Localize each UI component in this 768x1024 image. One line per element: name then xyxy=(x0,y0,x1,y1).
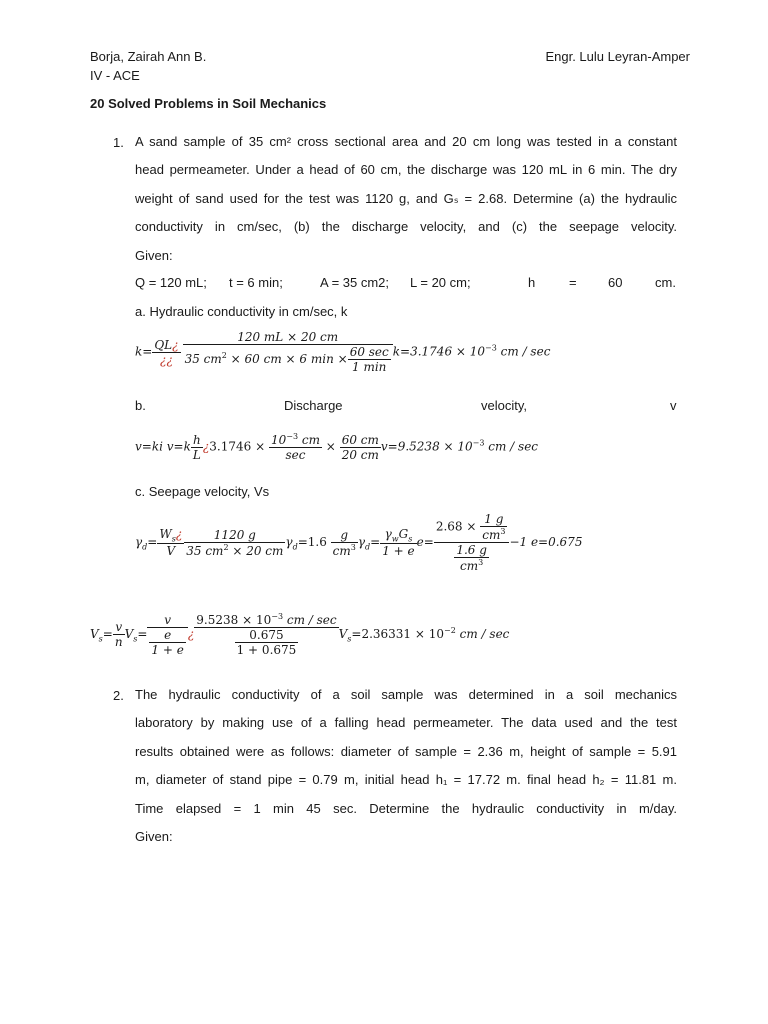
eq-c-one-e: 1 + e xyxy=(382,544,415,559)
eq-b-glyph: ¿ xyxy=(202,439,210,454)
eq-a-result: k=3.1746 × 10 xyxy=(392,344,486,359)
eq-vs-n1u: cm / sec xyxy=(283,613,337,627)
part-b-velocity: velocity, xyxy=(481,398,527,413)
part-b-letter: b. xyxy=(135,398,146,413)
problem-1-line: Given: xyxy=(135,247,173,263)
eq-vs-e: e xyxy=(164,627,172,642)
equation-seepage-velocity xyxy=(90,612,509,657)
eq-vs-exp: −3 xyxy=(271,612,284,621)
given-h: h xyxy=(528,275,536,290)
eq-b-exp: −3 xyxy=(472,438,485,448)
equation-discharge-velocity xyxy=(135,432,538,462)
equation-hydraulic-conductivity: k= $\frac{QL¿}{¿¿}$ 120 mL × 20 cm 35 $cm^2 \times 60$ cm × 6 min × $\frac{60 \sec}{1 \min}$ $k=3.1746 \times 10^{-3}$ cm / sec xyxy=(135,330,551,374)
eq-a-glyph: ¿ xyxy=(172,337,179,352)
eq-b-unit: cm / sec xyxy=(484,439,539,454)
eq-c-gamma: γ xyxy=(135,535,143,549)
problem-2-text xyxy=(135,681,677,851)
eq-a-lhs: k= xyxy=(135,344,153,359)
eq-c-gamma2: γ xyxy=(285,535,293,549)
given-q: Q = 120 mL; xyxy=(135,275,207,290)
eq-vs-result: =2.36331 × 10 xyxy=(351,627,445,641)
eq-vs-eq: = xyxy=(102,627,113,641)
eq-c-big-top-d: cm xyxy=(482,528,501,542)
eq-c-d1b: × 20 cm xyxy=(228,543,284,558)
eq-b-f1d: sec xyxy=(269,447,322,462)
eq-c-d1: 35 cm xyxy=(186,543,224,558)
eq-vs-onee: 1 + e xyxy=(151,642,184,657)
eq-vs-v: v xyxy=(164,612,172,627)
eq-b-result: v=9.5238 × 10 xyxy=(380,439,473,454)
eq-c-sub-s2: s xyxy=(408,534,413,544)
eq-b-val: 3.1746 × xyxy=(209,439,266,454)
author-name: Borja, Zairah Ann B. xyxy=(90,49,207,64)
problem-1-text xyxy=(135,128,677,270)
given-a: A = 35 cm2; xyxy=(320,275,390,290)
eq-vs-eq2: = xyxy=(137,627,148,641)
eq-c-g: g xyxy=(340,527,349,542)
eq-vs-sub-s2: s xyxy=(133,634,138,644)
eq-c-G: G xyxy=(398,526,409,541)
eq-vs-rexp: −2 xyxy=(444,626,456,635)
eq-a-inner-den: 1 min xyxy=(348,359,391,374)
problem-1-line: A sand sample of 35 cm² cross sectional area and 20 cm long was tested in a constant xyxy=(135,134,677,149)
eq-vs-glyph: ¿ xyxy=(187,627,195,641)
eq-vs-V2: V xyxy=(124,627,134,641)
eq-b-L: L xyxy=(192,447,201,462)
equation-void-ratio: $\gamma_d=$ $\frac{W_s¿}{V}$ $\frac{1120 g}{35 cm^2 \times 20 cm}$ $\gamma_d=1.6$ $\frac{g}{cm^3}$ $\gamma_d=$ $\frac{\gamma_wG_s}{1 + e}$ e= 2.68 × $\frac{1 g}{cm^3}$ $\frac{1.6 g}{cm^3}$ −1 e=0.675 xyxy=(135,512,583,573)
eq-b-times: × xyxy=(325,439,336,454)
eq-c-gamma3: γ xyxy=(357,535,366,549)
eq-a-exp: −3 xyxy=(485,343,497,353)
eq-b-f2n: 60 cm xyxy=(341,432,379,447)
given-l: L = 20 cm; xyxy=(410,275,471,290)
eq-c-big-top-n: 1 g xyxy=(484,512,504,526)
eq-c-eq2: = xyxy=(370,535,381,549)
eq-c-e-eq: e= xyxy=(416,535,434,549)
eq-c-glyph: ¿ xyxy=(175,526,183,541)
eq-c-sub-s: s xyxy=(171,534,176,544)
eq-c-n1: 1120 g xyxy=(213,527,256,542)
problem-1-line: weight of sand used for the test was 1120 g, and Gₛ = 2.68. Determine (a) the hydraulic xyxy=(135,190,677,206)
document-title: 20 Solved Problems in Soil Mechanics xyxy=(90,96,327,111)
eq-vs-n: n xyxy=(114,635,123,649)
problem-1-line: conductivity in cm/sec, (b) the discharge velocity, and (c) the seepage velocity. xyxy=(135,219,677,235)
eq-a-numerator: 120 mL × 20 cm xyxy=(237,330,339,344)
eq-vs-sub-s3: s xyxy=(347,634,352,644)
section-label: IV - ACE xyxy=(90,68,140,83)
part-c-label: c. Seepage velocity, Vs xyxy=(135,484,270,499)
eq-c-big-bot-n: 1.6 g xyxy=(456,543,487,557)
eq-c-r1: =1.6 xyxy=(297,535,327,549)
given-t: t = 6 min; xyxy=(229,275,283,290)
eq-vs-sub-s: s xyxy=(98,634,103,644)
eq-c-big-top1: 2.68 × xyxy=(435,519,477,534)
eq-vs-V3: V xyxy=(338,627,348,641)
eq-c-V: V xyxy=(157,543,184,558)
eq-vs-n1: 9.5238 × 10 xyxy=(196,613,272,627)
problem-2-line: The hydraulic conductivity of a soil sample was determined in a soil mechanics xyxy=(135,687,677,702)
eq-b-f1n2: cm xyxy=(298,433,320,447)
eq-vs-d2: 1 + 0.675 xyxy=(236,643,297,657)
eq-vs-V: V xyxy=(90,627,99,641)
eq-a-glyph2: ¿¿ xyxy=(152,352,180,367)
eq-vs-d1: 0.675 xyxy=(249,628,284,642)
problem-2-line: laboratory by making use of a falling head permeameter. The data used and the test xyxy=(135,715,677,731)
eq-vs-vn: v xyxy=(115,620,123,634)
problem-2-number: 2. xyxy=(113,688,124,703)
eq-c-sub-w: w xyxy=(391,534,399,544)
eq-c-big-bot-d: cm xyxy=(460,559,479,573)
problem-2-line: results obtained were as follows: diameter of sample = 2.36 m, height of sample = 5.91 xyxy=(135,743,677,759)
part-b-discharge: Discharge xyxy=(284,398,343,413)
part-b-v: v xyxy=(670,398,677,413)
eq-a-den2: × 60 cm × 6 min × xyxy=(226,352,348,366)
eq-b-f1n: 10 xyxy=(270,433,287,447)
eq-c-sub-d3: d xyxy=(365,542,371,552)
problem-1-number: 1. xyxy=(113,135,124,150)
eq-b-f2d: 20 cm xyxy=(341,447,379,462)
eq-a-den1: 35 cm xyxy=(184,352,222,366)
eq-c-cm3: cm xyxy=(332,543,351,558)
problem-1-line: head permeameter. Under a head of 60 cm, the discharge was 120 mL in 6 min. The dry xyxy=(135,162,677,178)
eq-c-tail: −1 e=0.675 xyxy=(509,535,583,549)
eq-vs-runit: cm / sec xyxy=(455,627,510,641)
eq-c-gw: γ xyxy=(384,526,392,541)
problem-2-line: m, diameter of stand pipe = 0.79 m, initial head h₁ = 17.72 m. final head h₂ = 11.81 m. xyxy=(135,772,677,788)
eq-c-ws: W xyxy=(159,526,172,541)
eq-b-f1exp: −3 xyxy=(286,432,299,441)
eq-c-sub-d2: d xyxy=(292,542,298,552)
instructor-name: Engr. Lulu Leyran-Amper xyxy=(545,49,690,64)
eq-a-unit: cm / sec xyxy=(496,344,551,359)
given-eq: = xyxy=(569,275,577,290)
eq-c-sub-d: d xyxy=(142,542,148,552)
problem-2-line: Time elapsed = 1 min 45 sec. Determine the hydraulic conductivity in m/day. xyxy=(135,800,677,816)
eq-b-h: h xyxy=(192,432,201,447)
given-h-unit: cm. xyxy=(655,275,676,290)
eq-b-lhs: v=ki v=k xyxy=(135,439,191,454)
given-h-value: 60 xyxy=(608,275,623,290)
eq-c-eq: = xyxy=(147,535,158,549)
eq-a-inner-num: 60 sec xyxy=(349,345,389,359)
problem-2-line: Given: xyxy=(135,828,173,844)
eq-a-ql: QL xyxy=(154,337,173,352)
part-a-label: a. Hydraulic conductivity in cm/sec, k xyxy=(135,304,348,319)
